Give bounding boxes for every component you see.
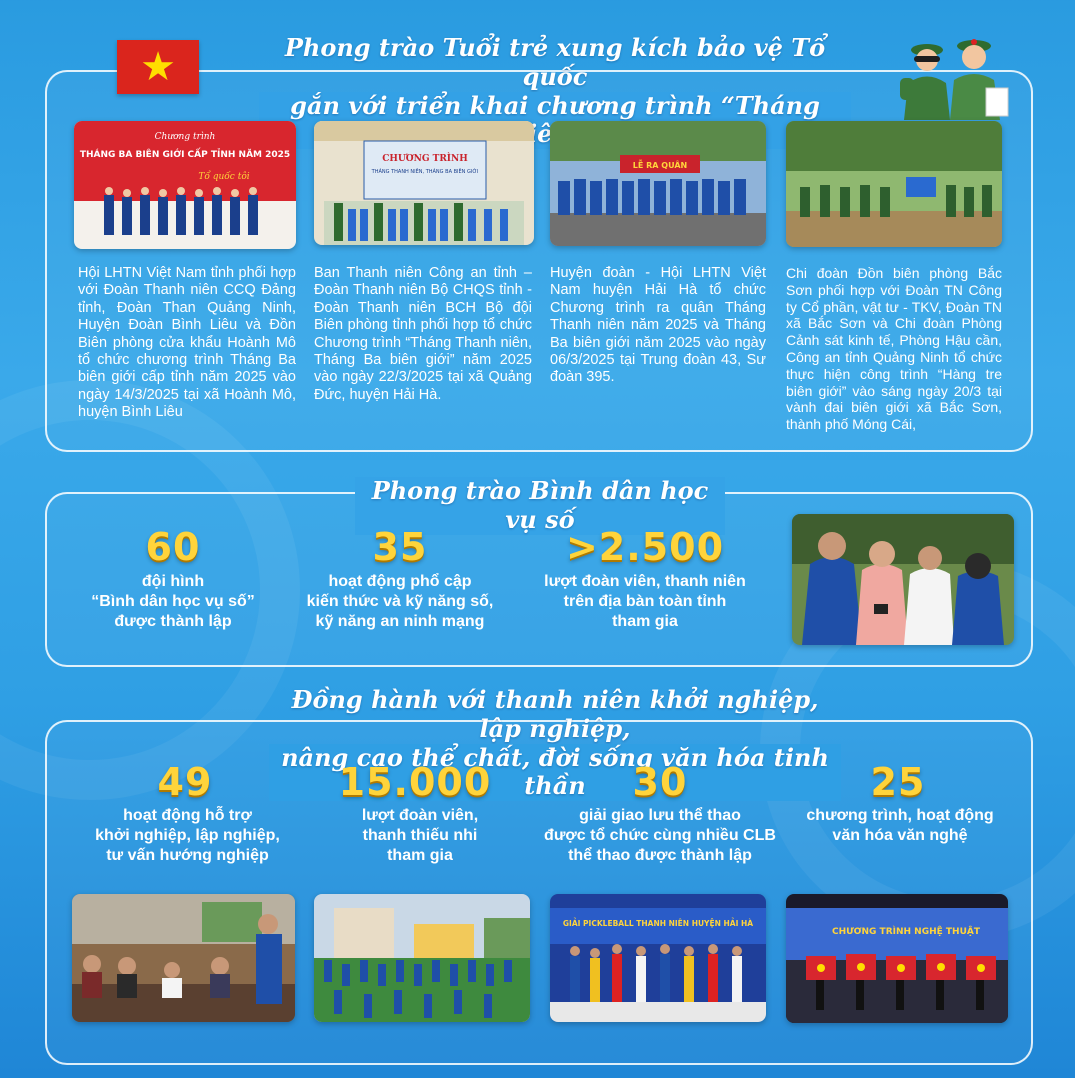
photo-tu-van-khoi-nghiep [72, 894, 295, 1022]
stat-the-thao-value: 30 [632, 760, 688, 804]
photo-hang-tre-bien-gioi [786, 121, 1002, 247]
stat-luot-doan-vien-label: lượt đoàn viên, thanh niên trên địa bàn toàn tỉnh tham gia [544, 573, 746, 630]
photo-8-sign-line1: CHƯƠNG TRÌNH NGHỆ THUẬT [831, 927, 981, 937]
stat-thanh-thieu-nhi-label: lượt đoàn viên, thanh thiếu nhi tham gia [361, 807, 479, 864]
border-guards-illustration [882, 28, 1022, 120]
stat-luot-doan-vien-value: >2.500 [565, 525, 725, 569]
stat-doi-hinh-label: đội hình “Bình dân học vụ số” được thành lập [91, 573, 255, 630]
photo-1-sign-line3: Tổ quốc tôi [198, 172, 250, 182]
section-1-title-line2: gắn với triển khai chương trình “Tháng biên [259, 92, 851, 150]
stat-hoat-dong-pho-cap-value: 35 [372, 525, 428, 569]
photo-1-sign-line2: THÁNG BA BIÊN GIỚI CẤP TỈNH NĂM 2025 [79, 150, 291, 160]
photo-dong-dien-the-thao [314, 894, 530, 1022]
caption-3: Huyện đoàn - Hội LHTN Việt Nam huyện Hải Hà tổ chức Chương trình ra quân Tháng Thanh niên năm 2025 và Tháng Ba biên giới năm 2025 vào ngày 06/3/2025 tại Trung đoàn 43, Sư đoàn 395. [550, 265, 766, 386]
photo-binh-dan-hoc-vu-so [792, 514, 1014, 645]
vietnam-flag [117, 40, 199, 94]
star-icon: ★ [140, 45, 176, 89]
stat-khoi-nghiep-value: 49 [157, 760, 213, 804]
stat-van-nghe-label: chương trình, hoạt động văn hóa văn nghệ [806, 807, 994, 844]
photo-3-sign-line1: LỄ RA QUÂN [632, 161, 688, 170]
caption-4: Chi đoàn Đồn biên phòng Bắc Sơn phối hợp với Đoàn TN Công ty Cổ phần, vật tư - TKV, Đoàn TN xã Bắc Sơn và Chi đoàn Phòng Cảnh sát kinh tế, Phòng Hậu cần, Công an tỉnh Quảng Ninh tổ chức thực hiện công trình “Hàng tre biên giới” vào sáng ngày 20/3 tại vành đai biên giới xã Bắc Sơn, thành phố Móng Cái, [786, 265, 1002, 433]
photo-7-sign-line1: GIẢI PICKLEBALL THANH NIÊN HUYỆN HẢI HÀ [562, 919, 754, 928]
section-1-title-line1: Phong trào Tuổi trẻ xung kích bảo vệ Tổ quốc [284, 33, 826, 91]
stat-khoi-nghiep-label: hoạt động hỗ trợ khởi nghiệp, lập nghiệp, tư vấn hướng nghiệp [95, 807, 280, 864]
photo-1-sign-line1: Chương trình [154, 132, 216, 142]
photo-le-ra-quan [550, 121, 766, 246]
photo-chuong-trinh-nghe-thuat [786, 894, 1008, 1023]
photo-thang-ba-bien-gioi-cap-tinh [74, 121, 296, 249]
photo-thang-thanh-nien-thang-ba [314, 121, 534, 245]
section-3-title-line2: nâng cao thể chất, đời sống văn hóa tinh thần [269, 744, 841, 802]
caption-1: Hội LHTN Việt Nam tỉnh phối hợp với Đoàn Thanh niên CCQ Đảng tỉnh, Đoàn Than Quảng Ninh, Huyện Đoàn Bình Liêu và Đồn Biên phòng cửa khẩu Hoành Mô tổ chức chương trình Tháng Ba biên giới cấp tỉnh năm 2025 vào ngày 14/3/2025 tại xã Hoành Mô, huyện Bình Liêu [78, 265, 296, 421]
stat-doi-hinh-value: 60 [145, 525, 201, 569]
stat-thanh-thieu-nhi-value: 15.000 [338, 760, 492, 804]
caption-2: Ban Thanh niên Công an tỉnh – Đoàn Thanh niên Bộ CHQS tỉnh - Đoàn Thanh niên BCH Bộ đội Biên phòng tỉnh phối hợp tổ chức Chương trình “Tháng Thanh niên, Tháng Ba biên giới” năm 2025 vào ngày 22/3/2025 tại xã Quảng Đức, huyện Hải Hà. [314, 265, 532, 403]
section-3-title-line1: Đồng hành với thanh niên khởi nghiệp, lập nghiệp, [291, 685, 819, 743]
stat-the-thao-label: giải giao lưu thể thao được tổ chức cùng nhiều CLB thể thao được thành lập [544, 807, 776, 864]
photo-2-sign-line2: THÁNG THANH NIÊN, THÁNG BA BIÊN GIỚI [371, 169, 479, 175]
photo-giai-pickleball [550, 894, 766, 1022]
stat-van-nghe-value: 25 [870, 760, 926, 804]
photo-2-sign-line1: CHƯƠNG TRÌNH [382, 154, 468, 164]
section-2-title: Phong trào Bình dân học vụ số [355, 477, 725, 535]
stat-hoat-dong-pho-cap-label: hoạt động phổ cập kiến thức và kỹ năng số, kỹ năng an ninh mạng [306, 573, 494, 630]
